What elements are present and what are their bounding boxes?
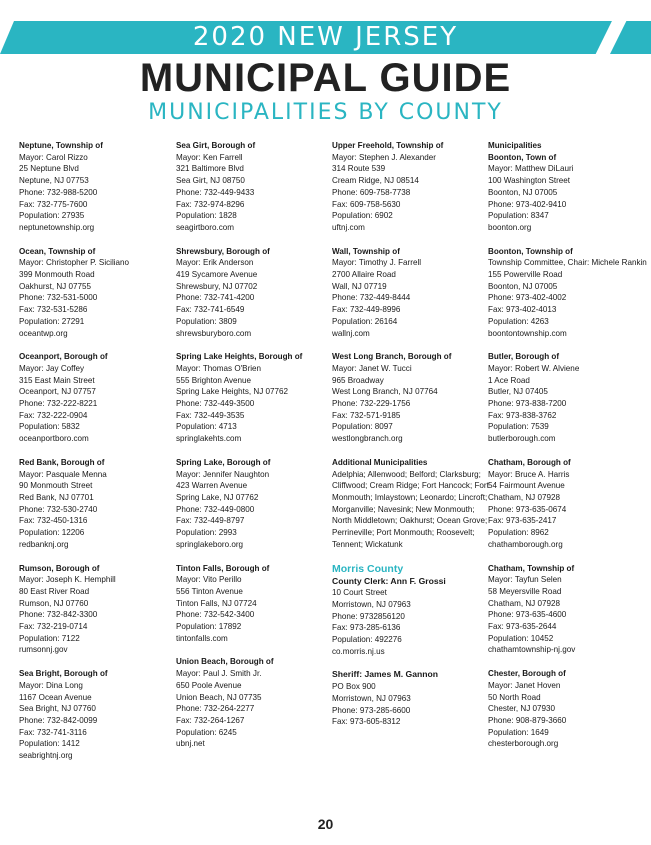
municipality-detail: Red Bank, NJ 07701 — [19, 492, 94, 502]
municipality-name: Sea Bright, Borough of — [19, 669, 108, 679]
municipality-name: Rumson, Borough of — [19, 563, 100, 573]
municipality-detail: Fax: 732-264-1267 — [176, 715, 245, 725]
municipality-entry — [176, 457, 326, 551]
municipality-detail: Population: 12206 — [19, 528, 85, 538]
municipality-detail: Fax: 732-449-8996 — [332, 305, 401, 315]
municipality-detail: Phone: 973-402-4002 — [488, 293, 567, 303]
municipality-detail: Tennent; Wickatunk — [332, 539, 403, 549]
municipality-detail: Fax: 732-219-0714 — [19, 622, 88, 632]
municipality-detail: Sea Bright, NJ 07760 — [19, 704, 96, 714]
county-clerk-detail: co.morris.nj.us — [332, 646, 385, 656]
county-clerk-entry — [332, 576, 482, 658]
municipality-detail: Chester, NJ 07930 — [488, 704, 556, 714]
municipality-detail: 90 Monmouth Street — [19, 481, 93, 491]
municipality-detail: Fax: 732-571-9185 — [332, 410, 401, 420]
municipality-name: Neptune, Township of — [19, 141, 103, 150]
municipality-detail: 100 Washington Street — [488, 176, 571, 186]
municipality-detail: Mayor: Ken Farrell — [176, 152, 243, 162]
sheriff-detail: Morristown, NJ 07963 — [332, 693, 411, 703]
municipality-name: Boonton, Town of — [488, 152, 557, 162]
municipality-name: Oceanport, Borough of — [19, 352, 108, 362]
municipality-name: Shrewsbury, Borough of — [176, 246, 270, 256]
municipality-entry — [176, 656, 326, 750]
column-2 — [176, 140, 326, 762]
municipality-entry — [176, 246, 326, 340]
municipality-detail: chathamtownship-nj.gov — [488, 645, 576, 655]
municipality-entry — [332, 457, 489, 551]
municipality-entry — [176, 563, 326, 645]
municipality-detail: Mayor: Bruce A. Harris — [488, 469, 570, 479]
municipality-detail: 419 Sycamore Avenue — [176, 270, 258, 280]
municipality-name: Ocean, Township of — [19, 246, 96, 256]
municipality-detail: Fax: 973-635-2644 — [488, 622, 557, 632]
municipality-detail: Population: 4713 — [176, 422, 237, 432]
municipality-detail: 1 Ace Road — [488, 375, 530, 385]
municipality-detail: Perrineville; Port Monmouth; Roosevelt; — [332, 528, 475, 538]
municipality-detail: Mayor: Jennifer Naughton — [176, 469, 270, 479]
municipality-name: Additional Municipalities — [332, 457, 428, 467]
municipality-detail: redbanknj.org — [19, 539, 69, 549]
municipality-detail: Phone: 732-531-5000 — [19, 293, 98, 303]
municipality-detail: Fax: 732-449-3535 — [176, 410, 245, 420]
municipality-entry — [19, 563, 169, 657]
municipality-detail: Phone: 973-635-4600 — [488, 610, 567, 620]
municipality-name: Sea Girt, Borough of — [176, 141, 256, 150]
municipality-detail: chesterborough.org — [488, 739, 559, 749]
municipality-detail: 399 Monmouth Road — [19, 270, 95, 280]
municipality-name: Tinton Falls, Borough of — [176, 563, 270, 573]
municipality-detail: Mayor: Vito Perillo — [176, 575, 242, 585]
municipality-detail: Population: 17892 — [176, 622, 242, 632]
municipality-detail: Fax: 732-222-0904 — [19, 410, 88, 420]
municipality-detail: Boonton, NJ 07005 — [488, 281, 558, 291]
municipality-entry — [19, 351, 169, 445]
municipality-detail: Oakhurst, NJ 07755 — [19, 281, 91, 291]
municipality-detail: 321 Baltimore Blvd — [176, 164, 244, 174]
municipality-detail: 314 Route 539 — [332, 164, 386, 174]
municipality-detail: Phone: 732-264-2277 — [176, 704, 255, 714]
municipality-entry — [176, 140, 326, 234]
municipality-detail: Mayor: Pasquale Menna — [19, 469, 107, 479]
municipality-detail: Population: 26164 — [332, 316, 398, 326]
municipality-detail: Cream Ridge, NJ 08514 — [332, 176, 419, 186]
municipality-detail: Population: 27291 — [19, 316, 85, 326]
municipality-detail: Phone: 732-449-3500 — [176, 399, 255, 409]
municipality-detail: Population: 6902 — [332, 211, 393, 221]
municipality-detail: Population: 7122 — [19, 633, 80, 643]
municipality-detail: 155 Powerville Road — [488, 270, 563, 280]
municipality-detail: Phone: 732-449-8444 — [332, 293, 411, 303]
municipality-detail: Phone: 609-758-7738 — [332, 187, 411, 197]
municipality-detail: Population: 2993 — [176, 528, 237, 538]
municipality-detail: 25 Neptune Blvd — [19, 164, 79, 174]
municipality-entry — [488, 668, 638, 750]
municipality-detail: Mayor: Stephen J. Alexander — [332, 152, 436, 162]
municipality-detail: 58 Meyersville Road — [488, 586, 562, 596]
county-clerk-detail: Population: 492276 — [332, 635, 402, 645]
municipality-detail: Phone: 732-222-8221 — [19, 399, 98, 409]
municipality-detail: Mayor: Thomas O'Brien — [176, 363, 262, 373]
municipality-detail: Phone: 732-229-1756 — [332, 399, 411, 409]
municipality-detail: Population: 1828 — [176, 211, 237, 221]
municipality-detail: Population: 8962 — [488, 528, 549, 538]
municipality-detail: Boonton, NJ 07005 — [488, 187, 558, 197]
municipality-entry — [488, 563, 638, 657]
municipality-detail: 556 Tinton Avenue — [176, 586, 243, 596]
municipality-name: Chester, Borough of — [488, 669, 566, 679]
municipality-entry — [488, 351, 638, 445]
municipality-detail: wallnj.com — [332, 328, 370, 338]
municipality-entry — [488, 246, 647, 340]
municipality-entry — [332, 351, 482, 445]
municipality-detail: Cliffwood; Cream Ridge; Fort Hancock; Fort — [332, 481, 489, 491]
municipality-detail: 315 East Main Street — [19, 375, 95, 385]
municipality-detail: neptunetownship.org — [19, 222, 95, 232]
municipality-detail: Mayor: Janet Hoven — [488, 680, 561, 690]
municipality-detail: tintonfalls.com — [176, 633, 228, 643]
page-number: 20 — [317, 816, 334, 832]
municipality-detail: Population: 8347 — [488, 211, 549, 221]
page-subtitle: MUNICIPALITIES BY COUNTY — [148, 100, 503, 125]
municipality-detail: Mayor: Matthew DiLauri — [488, 164, 574, 174]
municipality-detail: Fax: 732-450-1316 — [19, 516, 88, 526]
municipality-detail: Spring Lake, NJ 07762 — [176, 492, 259, 502]
municipality-detail: 555 Brighton Avenue — [176, 375, 252, 385]
municipality-detail: Population: 4263 — [488, 316, 549, 326]
municipality-detail: seabrightnj.org — [19, 751, 73, 761]
municipality-detail: 54 Fairmount Avenue — [488, 481, 565, 491]
municipality-name: West Long Branch, Borough of — [332, 352, 452, 362]
municipality-detail: Fax: 732-449-8797 — [176, 516, 245, 526]
municipality-detail: Mayor: Erik Anderson — [176, 258, 254, 268]
municipality-detail: Phone: 973-838-7200 — [488, 399, 567, 409]
municipality-entry — [488, 152, 638, 234]
municipality-detail: Chatham, NJ 07928 — [488, 598, 560, 608]
municipality-detail: Fax: 732-974-8296 — [176, 199, 245, 209]
municipality-detail: 650 Poole Avenue — [176, 680, 242, 690]
municipality-entry — [19, 457, 169, 551]
municipality-detail: Township Committee, Chair: Michele Rankin — [488, 258, 647, 268]
municipality-detail: Union Beach, NJ 07735 — [176, 692, 262, 702]
municipality-entry — [19, 140, 169, 234]
municipality-detail: Population: 7539 — [488, 422, 549, 432]
municipality-name: Spring Lake Heights, Borough of — [176, 352, 303, 362]
municipality-name: Butler, Borough of — [488, 352, 560, 362]
municipality-detail: chathamborough.org — [488, 539, 563, 549]
municipality-detail: boonton.org — [488, 222, 532, 232]
municipality-detail: Spring Lake Heights, NJ 07762 — [176, 387, 289, 397]
municipality-detail: westlongbranch.org — [332, 434, 403, 444]
municipality-detail: Fax: 732-531-5286 — [19, 305, 88, 315]
municipality-detail: Mayor: Robert W. Alviene — [488, 363, 580, 373]
municipality-detail: 80 East River Road — [19, 586, 90, 596]
county-clerk-detail: Fax: 973-285-6136 — [332, 623, 401, 633]
sheriff-detail: Fax: 973-605-8312 — [332, 717, 401, 727]
municipality-detail: Population: 5832 — [19, 422, 80, 432]
municipality-detail: Phone: 908-879-3660 — [488, 715, 567, 725]
municipality-detail: Mayor: Timothy J. Farrell — [332, 258, 422, 268]
municipality-name: Red Bank, Borough of — [19, 457, 105, 467]
municipality-detail: 2700 Allaire Road — [332, 270, 396, 280]
municipality-detail: Butler, NJ 07405 — [488, 387, 548, 397]
municipality-detail: Fax: 609-758-5630 — [332, 199, 401, 209]
municipality-detail: butlerborough.com — [488, 434, 556, 444]
municipality-detail: Phone: 973-635-0674 — [488, 504, 567, 514]
municipality-detail: Fax: 973-402-4013 — [488, 305, 557, 315]
municipality-detail: Rumson, NJ 07760 — [19, 598, 89, 608]
municipality-detail: Mayor: Paul J. Smith Jr. — [176, 669, 262, 679]
municipality-name: Wall, Township of — [332, 246, 400, 256]
municipality-name: Chatham, Borough of — [488, 457, 571, 467]
municipality-detail: Population: 6245 — [176, 727, 237, 737]
municipality-entry — [488, 140, 638, 152]
municipality-detail: Fax: 973-635-2417 — [488, 516, 557, 526]
municipality-detail: Fax: 732-775-7600 — [19, 199, 88, 209]
municipality-detail: 965 Broadway — [332, 375, 384, 385]
banner-title: 2020 NEW JERSEY — [192, 22, 459, 52]
municipality-detail: Mayor: Janet W. Tucci — [332, 363, 412, 373]
municipality-name: Spring Lake, Borough of — [176, 457, 271, 467]
municipality-detail: Mayor: Joseph K. Hemphill — [19, 575, 116, 585]
municipality-entry — [19, 246, 169, 340]
municipality-detail: Oceanport, NJ 07757 — [19, 387, 96, 397]
municipality-detail: oceanportboro.com — [19, 434, 89, 444]
municipality-detail: Neptune, NJ 07753 — [19, 176, 89, 186]
municipality-detail: Morganville; Navesink; New Monmouth; — [332, 504, 475, 514]
column-3 — [332, 140, 489, 740]
municipality-detail: Mayor: Carol Rizzo — [19, 152, 88, 162]
municipality-detail: 423 Warren Avenue — [176, 481, 248, 491]
municipality-detail: springlakeboro.org — [176, 539, 244, 549]
municipality-detail: 1167 Ocean Avenue — [19, 692, 92, 702]
municipality-detail: West Long Branch, NJ 07764 — [332, 387, 438, 397]
municipality-detail: North Middletown; Oakhurst; Ocean Grove; — [332, 516, 488, 526]
county-clerk-detail: Phone: 9732856120 — [332, 611, 405, 621]
municipality-entry — [488, 457, 638, 551]
page-title: MUNICIPAL GUIDE — [139, 56, 512, 100]
municipality-detail: Population: 10452 — [488, 633, 554, 643]
municipality-detail: Fax: 732-741-3116 — [19, 727, 87, 737]
municipality-detail: Monmouth; Imlaystown; Leonardo; Lincroft; — [332, 492, 488, 502]
municipality-name: Union Beach, Borough of — [176, 657, 274, 667]
county-heading: Morris County — [332, 562, 404, 575]
municipality-name: Chatham, Township of — [488, 563, 575, 573]
municipality-detail: Wall, NJ 07719 — [332, 281, 387, 291]
municipality-name: Municipalities — [488, 141, 542, 150]
municipality-detail: Mayor: Christopher P. Siciliano — [19, 258, 130, 268]
municipality-detail: Tinton Falls, NJ 07724 — [176, 598, 257, 608]
municipality-detail: springlakehts.com — [176, 434, 242, 444]
municipality-entry — [332, 140, 482, 234]
county-clerk-name: County Clerk: Ann F. Grossi — [332, 575, 446, 586]
column-1 — [19, 140, 169, 774]
municipality-detail: Chatham, NJ 07928 — [488, 492, 560, 502]
county-clerk-detail: 10 Court Street — [332, 588, 387, 598]
municipality-detail: Phone: 732-530-2740 — [19, 504, 98, 514]
municipality-detail: Population: 8097 — [332, 422, 393, 432]
municipality-name: Boonton, Township of — [488, 246, 573, 256]
municipality-detail: 50 North Road — [488, 692, 541, 702]
municipality-detail: Phone: 732-449-9433 — [176, 187, 255, 197]
municipality-name: Upper Freehold, Township of — [332, 141, 444, 150]
municipality-detail: Shrewsbury, NJ 07702 — [176, 281, 258, 291]
municipality-detail: shrewsburyboro.com — [176, 328, 252, 338]
municipality-detail: Mayor: Jay Coffey — [19, 363, 85, 373]
municipality-detail: rumsonnj.gov — [19, 645, 68, 655]
municipality-detail: Fax: 732-741-6549 — [176, 305, 245, 315]
municipality-detail: Phone: 732-449-0800 — [176, 504, 255, 514]
municipality-detail: Phone: 732-741-4200 — [176, 293, 255, 303]
municipality-detail: Phone: 732-988-5200 — [19, 187, 98, 197]
sheriff-name: Sheriff: James M. Gannon — [332, 669, 439, 680]
municipality-detail: Phone: 732-542-3400 — [176, 610, 255, 620]
sheriff-detail: Phone: 973-285-6600 — [332, 705, 411, 715]
sheriff-detail: PO Box 900 — [332, 682, 376, 692]
municipality-detail: oceantwp.org — [19, 328, 68, 338]
municipality-detail: Sea Girt, NJ 08750 — [176, 176, 245, 186]
municipality-detail: Mayor: Tayfun Selen — [488, 575, 562, 585]
municipality-detail: Population: 1412 — [19, 739, 80, 749]
municipality-detail: Population: 27935 — [19, 211, 85, 221]
county-clerk-detail: Morristown, NJ 07963 — [332, 599, 411, 609]
municipality-detail: uftnj.com — [332, 222, 365, 232]
municipality-entry — [332, 246, 482, 340]
municipality-detail: Population: 1649 — [488, 727, 549, 737]
sheriff-entry — [332, 669, 482, 728]
municipality-detail: Phone: 732-842-0099 — [19, 715, 98, 725]
municipality-detail: Phone: 732-842-3300 — [19, 610, 98, 620]
municipality-detail: ubnj.net — [176, 739, 205, 749]
column-4 — [488, 140, 647, 762]
municipality-entry — [176, 351, 326, 445]
municipality-detail: Adelphia; Allenwood; Belford; Clarksburg; — [332, 469, 481, 479]
morris-county-section — [332, 563, 482, 728]
municipality-detail: Mayor: Dina Long — [19, 680, 83, 690]
municipality-detail: Population: 3809 — [176, 316, 237, 326]
municipality-detail: seagirtboro.com — [176, 222, 235, 232]
municipality-detail: boontontownship.com — [488, 328, 567, 338]
municipality-entry — [19, 668, 169, 762]
municipality-detail: Phone: 973-402-9410 — [488, 199, 567, 209]
municipality-detail: Fax: 973-838-3762 — [488, 410, 557, 420]
